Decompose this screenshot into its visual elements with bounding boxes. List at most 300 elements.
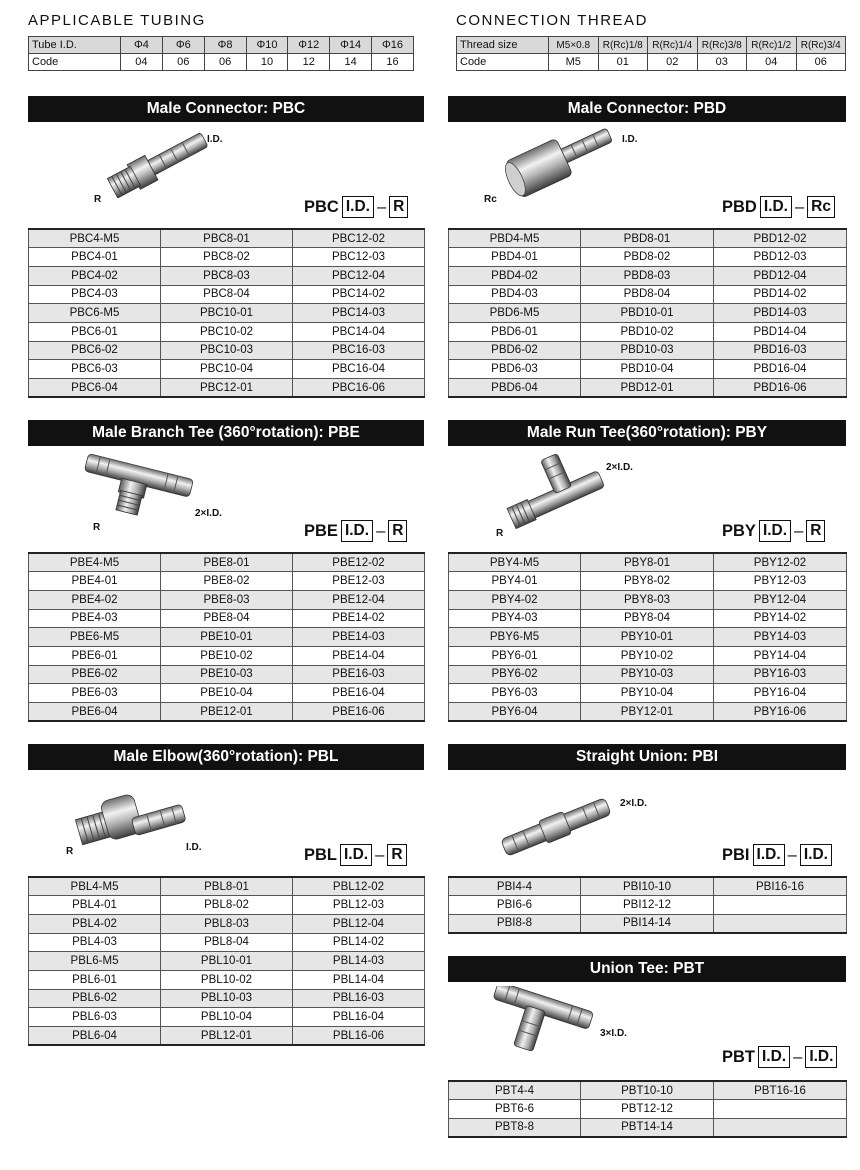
table-row bbox=[449, 1081, 847, 1100]
model-code-cell: PBC10-01 bbox=[161, 304, 293, 323]
model-code-cell: PBL10-01 bbox=[161, 952, 293, 971]
model-code-cell: PBC16-04 bbox=[293, 360, 425, 379]
model-code-cell: PBC12-02 bbox=[293, 229, 425, 248]
model-code-cell: PBT10-10 bbox=[581, 1081, 714, 1100]
model-code-cell: PBT8-8 bbox=[449, 1118, 581, 1137]
model-code-cell: PBY16-03 bbox=[714, 665, 847, 684]
pbd-fitting-image bbox=[492, 122, 622, 197]
table-row bbox=[449, 703, 847, 722]
model-code-cell: PBE4-03 bbox=[29, 609, 161, 628]
model-code-cell: PBC4-03 bbox=[29, 285, 161, 304]
table-row bbox=[29, 1027, 425, 1046]
model-code-cell: PBC12-04 bbox=[293, 266, 425, 285]
pbt-model-box-id2: I.D. bbox=[805, 1046, 837, 1068]
pbi-model-box-id1: I.D. bbox=[753, 844, 785, 866]
table-row bbox=[29, 322, 425, 341]
pbe-fitting-image bbox=[76, 452, 196, 522]
pbi-model-prefix: PBI bbox=[722, 845, 750, 864]
model-code-cell: PBC14-04 bbox=[293, 322, 425, 341]
model-code-cell: PBE12-02 bbox=[293, 553, 425, 572]
model-code-cell: PBT14-14 bbox=[581, 1118, 714, 1137]
pbl-model-code bbox=[304, 844, 407, 866]
pbl-model-box-r: R bbox=[387, 844, 406, 866]
pbc-model-dash: – bbox=[376, 197, 387, 216]
model-code-cell: PBD10-02 bbox=[581, 322, 714, 341]
model-code-cell: PBE16-06 bbox=[293, 703, 425, 722]
tubing-size: Φ4 bbox=[121, 37, 163, 54]
table-row bbox=[29, 628, 425, 647]
model-code-cell: PBL16-03 bbox=[293, 989, 425, 1008]
table-row bbox=[29, 379, 425, 398]
pbd-label-id: I.D. bbox=[622, 134, 638, 145]
model-code-cell: PBE14-04 bbox=[293, 646, 425, 665]
model-code-cell: PBT12-12 bbox=[581, 1100, 714, 1119]
table-row bbox=[449, 266, 847, 285]
model-code-cell: PBE4-02 bbox=[29, 590, 161, 609]
table-row bbox=[29, 703, 425, 722]
tubing-code: 04 bbox=[121, 54, 163, 71]
model-code-cell: PBD6-02 bbox=[449, 341, 581, 360]
table-row bbox=[449, 553, 847, 572]
tubing-size: Φ8 bbox=[204, 37, 246, 54]
pbc-label-r: R bbox=[94, 194, 102, 205]
model-code-cell: PBC6-01 bbox=[29, 322, 161, 341]
model-code-cell: PBC14-02 bbox=[293, 285, 425, 304]
model-code-cell: PBD6-04 bbox=[449, 379, 581, 398]
pbi-model-box-id2: I.D. bbox=[800, 844, 832, 866]
pbe-model-code bbox=[304, 520, 407, 542]
pbc-model-box-id: I.D. bbox=[342, 196, 374, 218]
model-code-cell: PBY14-02 bbox=[714, 609, 847, 628]
pby-model-prefix: PBY bbox=[722, 521, 756, 540]
tubing-code: 16 bbox=[372, 54, 414, 71]
model-code-cell: PBL8-04 bbox=[161, 933, 293, 952]
pbe-label-2id: 2×I.D. bbox=[195, 508, 222, 519]
pbd-model-prefix: PBD bbox=[722, 197, 757, 216]
model-code-cell: PBY12-01 bbox=[581, 703, 714, 722]
model-code-cell: PBD10-04 bbox=[581, 360, 714, 379]
table-row bbox=[29, 914, 425, 933]
model-code-cell bbox=[714, 896, 847, 915]
pbi-code-table bbox=[448, 876, 847, 934]
model-code-cell: PBL6-02 bbox=[29, 989, 161, 1008]
table-row bbox=[29, 989, 425, 1008]
model-code-cell: PBE12-01 bbox=[161, 703, 293, 722]
pbc-model-prefix: PBC bbox=[304, 197, 339, 216]
model-code-cell: PBD8-04 bbox=[581, 285, 714, 304]
model-code-cell: PBL8-03 bbox=[161, 914, 293, 933]
pbt-code-table bbox=[448, 1080, 847, 1138]
table-row bbox=[29, 609, 425, 628]
table-row bbox=[449, 285, 847, 304]
model-code-cell: PBY6-02 bbox=[449, 665, 581, 684]
table-row bbox=[449, 896, 847, 915]
model-code-cell: PBL12-03 bbox=[293, 896, 425, 915]
model-code-cell: PBL12-04 bbox=[293, 914, 425, 933]
model-code-cell: PBY16-04 bbox=[714, 684, 847, 703]
pbc-fitting-image bbox=[90, 128, 220, 198]
thread-code: M5 bbox=[549, 54, 599, 71]
tubing-size: Φ6 bbox=[162, 37, 204, 54]
model-code-cell bbox=[714, 914, 847, 933]
model-code-cell: PBD8-01 bbox=[581, 229, 714, 248]
model-code-cell bbox=[714, 1118, 847, 1137]
model-code-cell: PBD8-02 bbox=[581, 248, 714, 267]
model-code-cell: PBE6-02 bbox=[29, 665, 161, 684]
model-code-cell: PBL6-01 bbox=[29, 970, 161, 989]
pby-model-code bbox=[722, 520, 825, 542]
pbd-title-bar: Male Connector: PBD bbox=[448, 96, 846, 122]
model-code-cell: PBD16-03 bbox=[714, 341, 847, 360]
model-code-cell: PBI10-10 bbox=[581, 877, 714, 896]
pbi-model-code bbox=[722, 844, 832, 866]
table-row bbox=[449, 379, 847, 398]
model-code-cell: PBD12-02 bbox=[714, 229, 847, 248]
pbc-label-id: I.D. bbox=[207, 134, 223, 145]
thread-code: 02 bbox=[648, 54, 698, 71]
table-row bbox=[29, 1008, 425, 1027]
thread-code: 03 bbox=[697, 54, 747, 71]
pbd-code-table bbox=[448, 228, 847, 398]
model-code-cell: PBE8-02 bbox=[161, 572, 293, 591]
model-code-cell: PBT4-4 bbox=[449, 1081, 581, 1100]
pbl-fitting-image bbox=[72, 780, 192, 848]
thread-code: 06 bbox=[796, 54, 846, 71]
model-code-cell: PBD4-02 bbox=[449, 266, 581, 285]
table-row bbox=[29, 248, 425, 267]
table-row bbox=[449, 572, 847, 591]
model-code-cell: PBY8-01 bbox=[581, 553, 714, 572]
model-code-cell: PBC10-03 bbox=[161, 341, 293, 360]
pbt-title-bar: Union Tee: PBT bbox=[448, 956, 846, 982]
model-code-cell: PBE8-04 bbox=[161, 609, 293, 628]
tubing-size-row bbox=[29, 37, 414, 54]
pbl-model-box-id: I.D. bbox=[340, 844, 372, 866]
model-code-cell: PBC10-04 bbox=[161, 360, 293, 379]
model-code-cell: PBE8-03 bbox=[161, 590, 293, 609]
model-code-cell: PBY14-04 bbox=[714, 646, 847, 665]
model-code-cell: PBD6-01 bbox=[449, 322, 581, 341]
model-code-cell: PBD16-04 bbox=[714, 360, 847, 379]
pbe-model-prefix: PBE bbox=[304, 521, 338, 540]
thread-size: R(Rc)3/4 bbox=[796, 37, 846, 54]
model-code-cell: PBL10-03 bbox=[161, 989, 293, 1008]
model-code-cell: PBE14-02 bbox=[293, 609, 425, 628]
model-code-cell: PBL8-01 bbox=[161, 877, 293, 896]
pby-model-box-id: I.D. bbox=[759, 520, 791, 542]
model-code-cell: PBY10-02 bbox=[581, 646, 714, 665]
model-code-cell: PBE6-01 bbox=[29, 646, 161, 665]
model-code-cell: PBC6-04 bbox=[29, 379, 161, 398]
pbl-label-id: I.D. bbox=[186, 842, 202, 853]
table-row bbox=[29, 877, 425, 896]
model-code-cell: PBL10-02 bbox=[161, 970, 293, 989]
model-code-cell: PBT16-16 bbox=[714, 1081, 847, 1100]
model-code-cell: PBE8-01 bbox=[161, 553, 293, 572]
table-row bbox=[29, 590, 425, 609]
pby-model-dash: – bbox=[794, 521, 804, 540]
pby-code-table bbox=[448, 552, 847, 722]
model-code-cell: PBL14-03 bbox=[293, 952, 425, 971]
tubing-size-label: Tube I.D. bbox=[29, 37, 121, 54]
model-code-cell: PBE4-M5 bbox=[29, 553, 161, 572]
table-row bbox=[29, 646, 425, 665]
model-code-cell: PBE6-04 bbox=[29, 703, 161, 722]
pbi-model-dash: – bbox=[787, 845, 797, 864]
model-code-cell: PBE14-03 bbox=[293, 628, 425, 647]
pbe-title-bar: Male Branch Tee (360°rotation): PBE bbox=[28, 420, 424, 446]
table-row bbox=[29, 553, 425, 572]
thread-table bbox=[456, 36, 846, 71]
table-row bbox=[29, 665, 425, 684]
model-code-cell: PBL16-06 bbox=[293, 1027, 425, 1046]
model-code-cell: PBY4-01 bbox=[449, 572, 581, 591]
pby-label-r: R bbox=[496, 528, 504, 539]
model-code-cell: PBY10-01 bbox=[581, 628, 714, 647]
model-code-cell: PBY10-03 bbox=[581, 665, 714, 684]
pbc-title-bar: Male Connector: PBC bbox=[28, 96, 424, 122]
model-code-cell: PBD12-01 bbox=[581, 379, 714, 398]
model-code-cell: PBT6-6 bbox=[449, 1100, 581, 1119]
model-code-cell: PBL12-01 bbox=[161, 1027, 293, 1046]
tubing-size: Φ10 bbox=[246, 37, 288, 54]
table-row bbox=[29, 572, 425, 591]
table-row bbox=[449, 304, 847, 323]
model-code-cell: PBY6-M5 bbox=[449, 628, 581, 647]
model-code-cell: PBD12-03 bbox=[714, 248, 847, 267]
model-code-cell: PBY8-03 bbox=[581, 590, 714, 609]
model-code-cell: PBY6-03 bbox=[449, 684, 581, 703]
table-row bbox=[449, 322, 847, 341]
table-row bbox=[449, 360, 847, 379]
model-code-cell: PBY14-03 bbox=[714, 628, 847, 647]
model-code-cell: PBY6-01 bbox=[449, 646, 581, 665]
pbt-model-dash: – bbox=[793, 1047, 803, 1066]
table-row bbox=[29, 970, 425, 989]
table-row bbox=[29, 285, 425, 304]
model-code-cell: PBD14-04 bbox=[714, 322, 847, 341]
pbi-fitting-image bbox=[496, 796, 616, 858]
model-code-cell: PBE16-03 bbox=[293, 665, 425, 684]
model-code-cell: PBY12-02 bbox=[714, 553, 847, 572]
model-code-cell bbox=[714, 1100, 847, 1119]
model-code-cell: PBE10-02 bbox=[161, 646, 293, 665]
model-code-cell: PBC16-03 bbox=[293, 341, 425, 360]
model-code-cell: PBD14-02 bbox=[714, 285, 847, 304]
thread-size-label: Thread size bbox=[457, 37, 549, 54]
model-code-cell: PBY4-M5 bbox=[449, 553, 581, 572]
table-row bbox=[449, 665, 847, 684]
model-code-cell: PBD14-03 bbox=[714, 304, 847, 323]
table-row bbox=[449, 248, 847, 267]
model-code-cell: PBE6-M5 bbox=[29, 628, 161, 647]
model-code-cell: PBC8-02 bbox=[161, 248, 293, 267]
model-code-cell: PBE12-04 bbox=[293, 590, 425, 609]
table-row bbox=[449, 646, 847, 665]
model-code-cell: PBC8-03 bbox=[161, 266, 293, 285]
model-code-cell: PBE10-03 bbox=[161, 665, 293, 684]
model-code-cell: PBE16-04 bbox=[293, 684, 425, 703]
model-code-cell: PBC12-03 bbox=[293, 248, 425, 267]
model-code-cell: PBD6-03 bbox=[449, 360, 581, 379]
model-code-cell: PBI16-16 bbox=[714, 877, 847, 896]
model-code-cell: PBI8-8 bbox=[449, 914, 581, 933]
tubing-table bbox=[28, 36, 414, 71]
model-code-cell: PBI6-6 bbox=[449, 896, 581, 915]
thread-size: R(Rc)1/4 bbox=[648, 37, 698, 54]
pbe-model-box-id: I.D. bbox=[341, 520, 373, 542]
model-code-cell: PBC6-M5 bbox=[29, 304, 161, 323]
tubing-code: 12 bbox=[288, 54, 330, 71]
thread-size: R(Rc)3/8 bbox=[697, 37, 747, 54]
model-code-cell: PBC6-03 bbox=[29, 360, 161, 379]
model-code-cell: PBC4-01 bbox=[29, 248, 161, 267]
table-row bbox=[449, 229, 847, 248]
table-row bbox=[29, 341, 425, 360]
tubing-code-label: Code bbox=[29, 54, 121, 71]
tubing-code: 06 bbox=[162, 54, 204, 71]
model-code-cell: PBC12-01 bbox=[161, 379, 293, 398]
tubing-size: Φ14 bbox=[330, 37, 372, 54]
model-code-cell: PBL14-04 bbox=[293, 970, 425, 989]
model-code-cell: PBD4-01 bbox=[449, 248, 581, 267]
pbd-label-rc: Rc bbox=[484, 194, 497, 205]
pbd-model-box-rc: Rc bbox=[807, 196, 835, 218]
table-row bbox=[29, 360, 425, 379]
model-code-cell: PBY8-04 bbox=[581, 609, 714, 628]
model-code-cell: PBC14-03 bbox=[293, 304, 425, 323]
pbe-label-r: R bbox=[93, 522, 101, 533]
pbi-label-2id: 2×I.D. bbox=[620, 798, 647, 809]
thread-code-row bbox=[457, 54, 846, 71]
pbd-model-box-id: I.D. bbox=[760, 196, 792, 218]
model-code-cell: PBI12-12 bbox=[581, 896, 714, 915]
table-row bbox=[449, 684, 847, 703]
pbl-model-dash: – bbox=[375, 845, 385, 864]
pbc-model-box-r: R bbox=[389, 196, 408, 218]
model-code-cell: PBC6-02 bbox=[29, 341, 161, 360]
pbe-code-table bbox=[28, 552, 425, 722]
pbl-code-table bbox=[28, 876, 425, 1046]
pbe-model-box-r: R bbox=[388, 520, 407, 542]
model-code-cell: PBD4-M5 bbox=[449, 229, 581, 248]
table-row bbox=[449, 914, 847, 933]
model-code-cell: PBE10-04 bbox=[161, 684, 293, 703]
thread-code: 04 bbox=[747, 54, 797, 71]
pbt-fitting-image bbox=[484, 986, 594, 1058]
table-row bbox=[29, 229, 425, 248]
model-code-cell: PBE12-03 bbox=[293, 572, 425, 591]
model-code-cell: PBY4-02 bbox=[449, 590, 581, 609]
model-code-cell: PBL4-03 bbox=[29, 933, 161, 952]
model-code-cell: PBI14-14 bbox=[581, 914, 714, 933]
pbi-title-bar: Straight Union: PBI bbox=[448, 744, 846, 770]
table-row bbox=[29, 684, 425, 703]
pbt-model-prefix: PBT bbox=[722, 1047, 755, 1066]
pbt-model-box-id1: I.D. bbox=[758, 1046, 790, 1068]
model-code-cell: PBD10-01 bbox=[581, 304, 714, 323]
model-code-cell: PBL16-04 bbox=[293, 1008, 425, 1027]
model-code-cell: PBY8-02 bbox=[581, 572, 714, 591]
model-code-cell: PBC16-06 bbox=[293, 379, 425, 398]
table-row bbox=[449, 341, 847, 360]
table-row bbox=[449, 877, 847, 896]
table-row bbox=[29, 933, 425, 952]
tubing-size: Φ12 bbox=[288, 37, 330, 54]
model-code-cell: PBE6-03 bbox=[29, 684, 161, 703]
model-code-cell: PBC8-04 bbox=[161, 285, 293, 304]
pby-model-box-r: R bbox=[806, 520, 825, 542]
thread-size-row bbox=[457, 37, 846, 54]
pby-label-2id: 2×I.D. bbox=[606, 462, 633, 473]
pby-fitting-image bbox=[505, 452, 615, 540]
model-code-cell: PBL14-02 bbox=[293, 933, 425, 952]
model-code-cell: PBY12-04 bbox=[714, 590, 847, 609]
model-code-cell: PBC4-02 bbox=[29, 266, 161, 285]
model-code-cell: PBD8-03 bbox=[581, 266, 714, 285]
model-code-cell: PBC4-M5 bbox=[29, 229, 161, 248]
model-code-cell: PBL10-04 bbox=[161, 1008, 293, 1027]
model-code-cell: PBL8-02 bbox=[161, 896, 293, 915]
table-row bbox=[449, 1118, 847, 1137]
model-code-cell: PBY16-06 bbox=[714, 703, 847, 722]
model-code-cell: PBC8-01 bbox=[161, 229, 293, 248]
model-code-cell: PBI4-4 bbox=[449, 877, 581, 896]
model-code-cell: PBD4-03 bbox=[449, 285, 581, 304]
tubing-code-row bbox=[29, 54, 414, 71]
table-row bbox=[449, 628, 847, 647]
tubing-code: 10 bbox=[246, 54, 288, 71]
table-row bbox=[29, 952, 425, 971]
table-row bbox=[29, 304, 425, 323]
model-code-cell: PBD6-M5 bbox=[449, 304, 581, 323]
model-code-cell: PBL4-01 bbox=[29, 896, 161, 915]
tubing-code: 14 bbox=[330, 54, 372, 71]
pbl-title-bar: Male Elbow(360°rotation): PBL bbox=[28, 744, 424, 770]
pbl-label-r: R bbox=[66, 846, 74, 857]
table-row bbox=[29, 266, 425, 285]
model-code-cell: PBE4-01 bbox=[29, 572, 161, 591]
model-code-cell: PBL6-03 bbox=[29, 1008, 161, 1027]
tubing-size: Φ16 bbox=[372, 37, 414, 54]
model-code-cell: PBL12-02 bbox=[293, 877, 425, 896]
tubing-code: 06 bbox=[204, 54, 246, 71]
pby-title-bar: Male Run Tee(360°rotation): PBY bbox=[448, 420, 846, 446]
pbd-model-code bbox=[722, 196, 835, 218]
model-code-cell: PBL6-04 bbox=[29, 1027, 161, 1046]
tubing-heading: APPLICABLE TUBING bbox=[28, 12, 206, 29]
model-code-cell: PBL4-M5 bbox=[29, 877, 161, 896]
pbc-model-code bbox=[304, 196, 408, 218]
model-code-cell: PBE10-01 bbox=[161, 628, 293, 647]
pbe-model-dash: – bbox=[376, 521, 386, 540]
model-code-cell: PBD16-06 bbox=[714, 379, 847, 398]
model-code-cell: PBD10-03 bbox=[581, 341, 714, 360]
pbl-model-prefix: PBL bbox=[304, 845, 337, 864]
thread-code-label: Code bbox=[457, 54, 549, 71]
table-row bbox=[29, 896, 425, 915]
table-row bbox=[449, 1100, 847, 1119]
table-row bbox=[449, 590, 847, 609]
thread-heading: CONNECTION THREAD bbox=[456, 12, 648, 29]
pbt-model-code bbox=[722, 1046, 837, 1068]
model-code-cell: PBD12-04 bbox=[714, 266, 847, 285]
model-code-cell: PBY12-03 bbox=[714, 572, 847, 591]
pbd-model-dash: – bbox=[794, 197, 805, 216]
model-code-cell: PBL4-02 bbox=[29, 914, 161, 933]
pbc-code-table bbox=[28, 228, 425, 398]
model-code-cell: PBY6-04 bbox=[449, 703, 581, 722]
